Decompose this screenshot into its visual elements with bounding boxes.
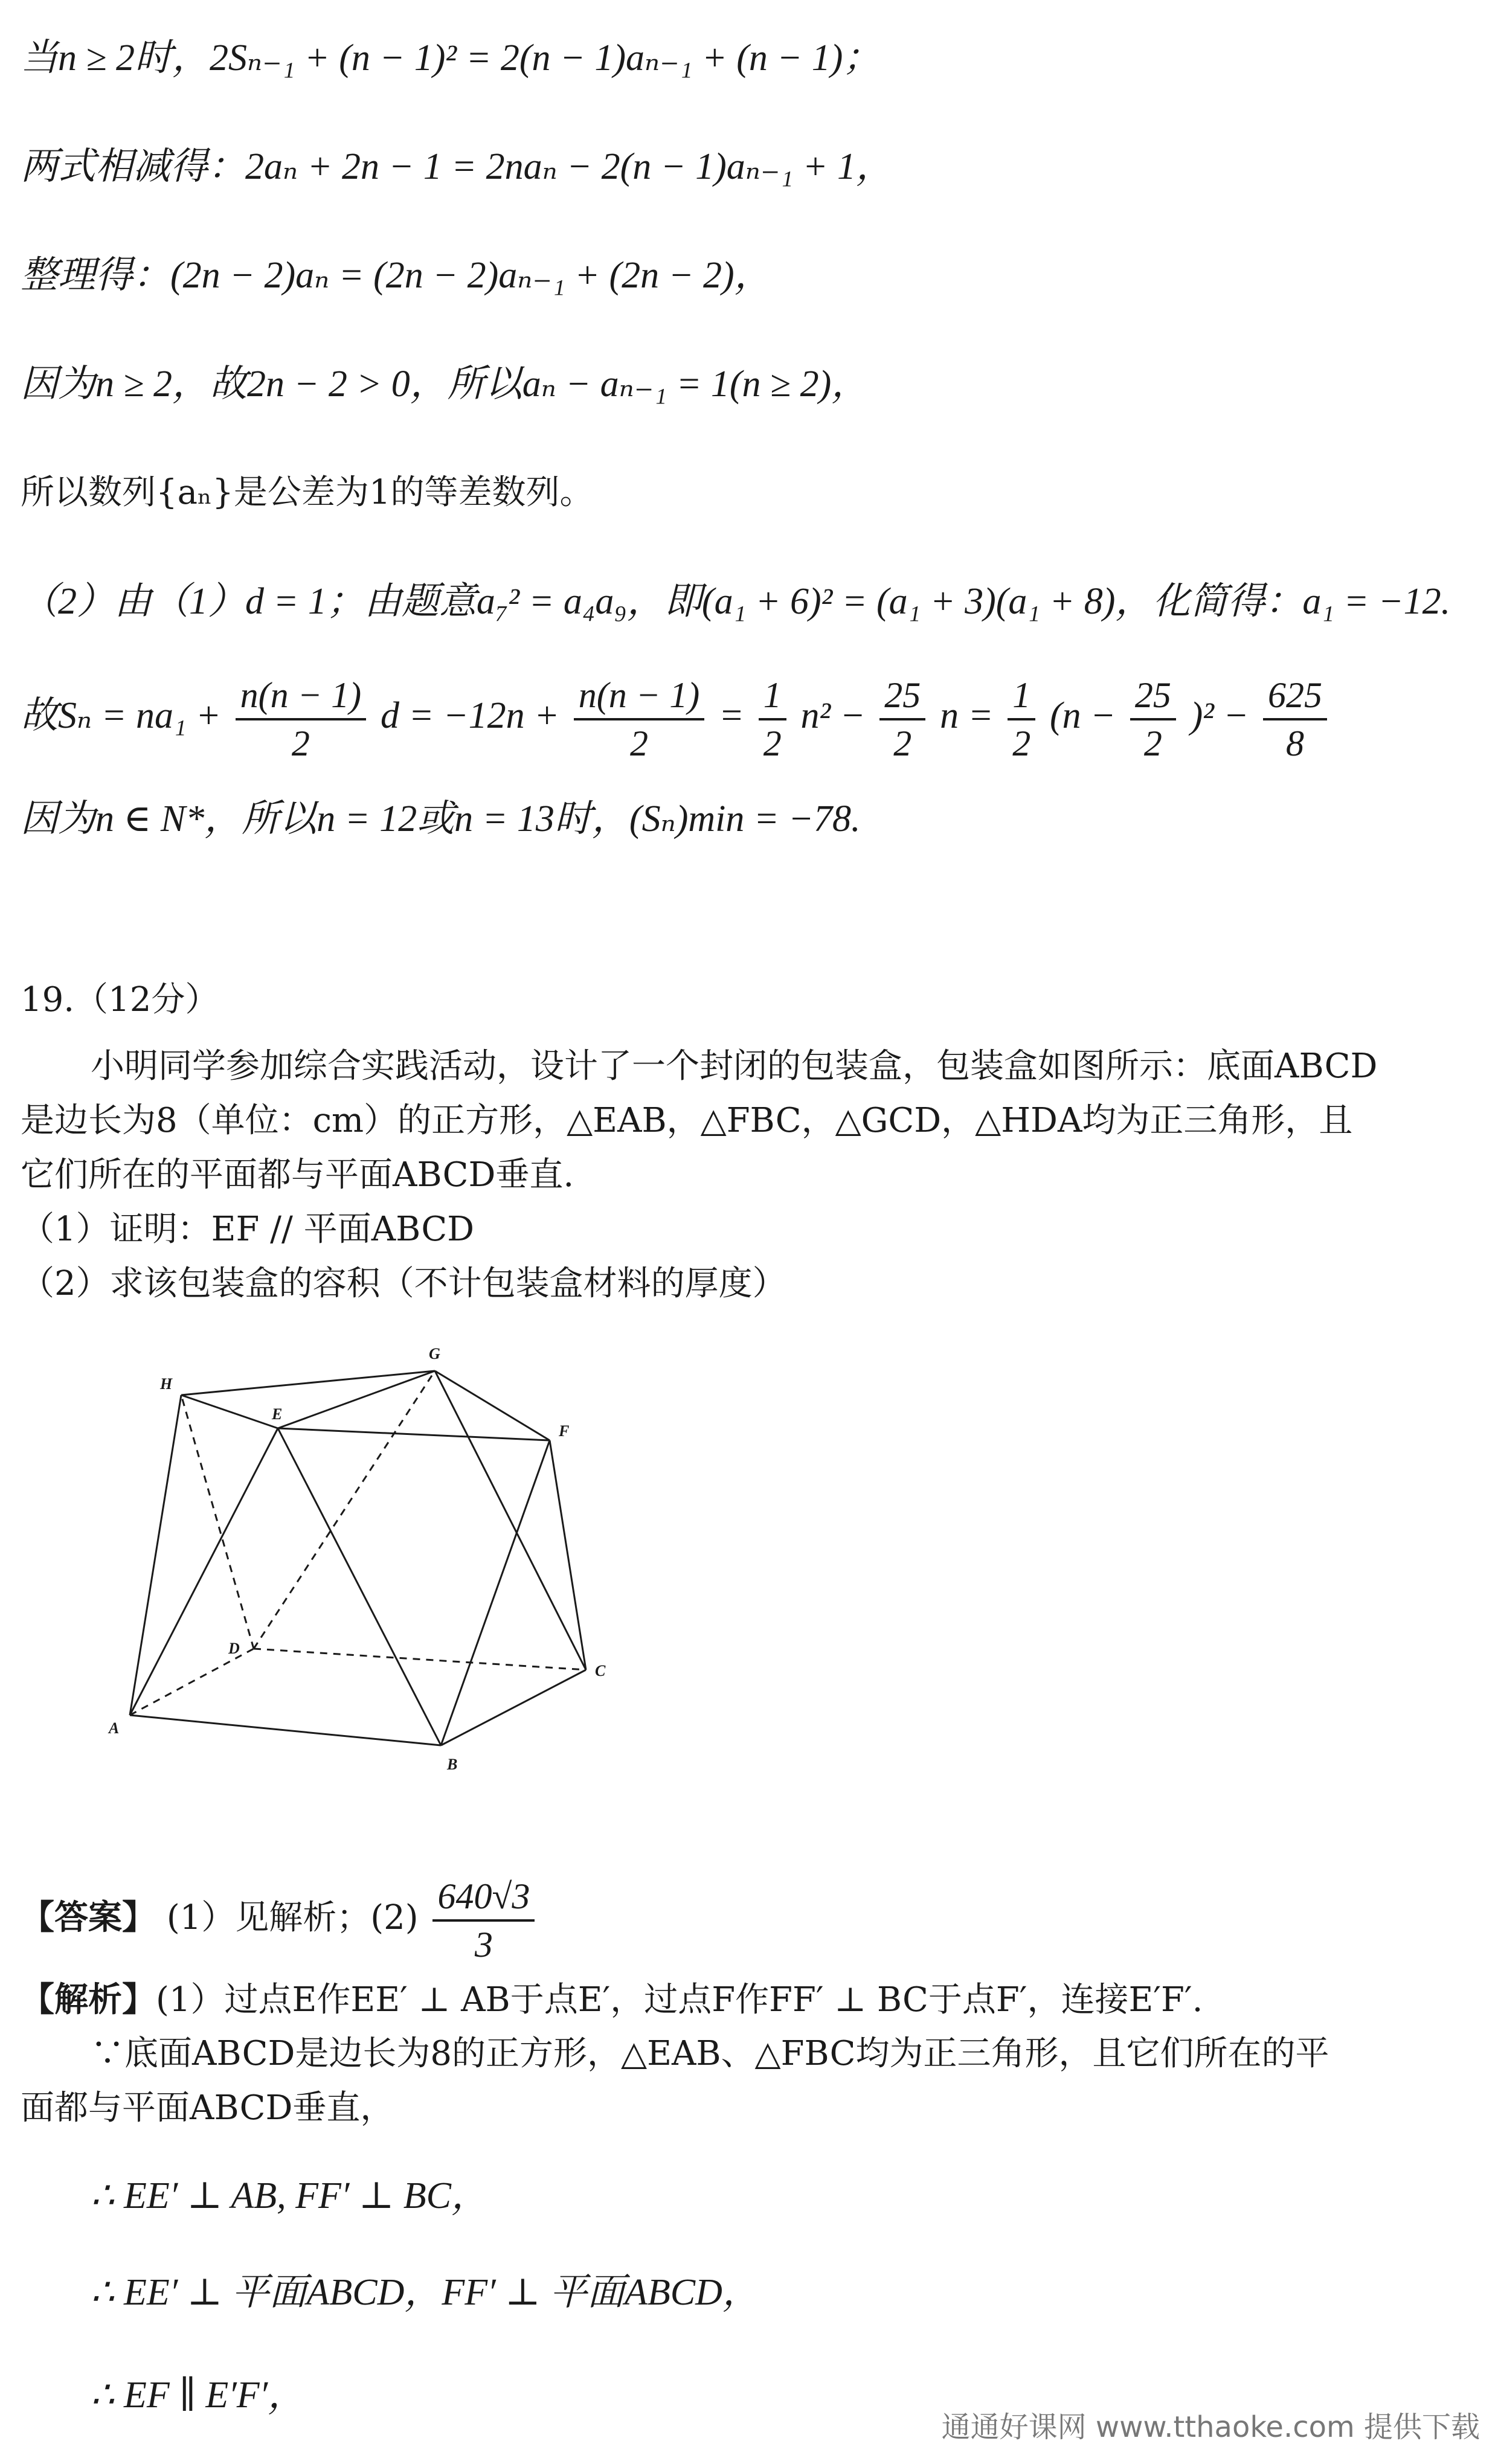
label-e: E [272,1405,283,1423]
line-1: 当n ≥ 2时，2Sₙ₋₁ + (n − 1)² = 2(n − 1)aₙ₋₁ + (n − 1)； [21,37,881,79]
sub-question-1: （1）证明：EF // 平面ABCD [21,1210,475,1249]
question-paragraph-1: 小明同学参加综合实践活动，设计了一个封闭的包装盒，包装盒如图所示：底面ABCD [91,1047,1378,1086]
label-h: H [160,1375,173,1393]
line-2: 两式相减得：2aₙ + 2n − 1 = 2naₙ − 2(n − 1)aₙ₋₁ + 1， [21,146,893,187]
label-f: F [559,1422,570,1440]
analysis-line-6: ∴ EF ∥ E′F′， [91,2375,306,2416]
label-g: G [429,1345,440,1362]
answer-line: 【答案】 (1）见解析；(2) $\frac{640√3}{3}$ [21,1869,538,1968]
line-4: 因为n ≥ 2，故2n − 2 > 0，所以aₙ − aₙ₋₁ = 1(n ≥ 2)， [21,364,869,405]
analysis-line-2: ∵底面ABCD是边长为8的正方形，△EAB、△FBC均为正三角形，且它们所在的平 [91,2034,1329,2073]
label-d: D [228,1640,240,1657]
fraction-6: $\frac{25}{2}$ [1130,672,1176,766]
question-paragraph-3: 它们所在的平面都与平面ABCD垂直. [21,1155,574,1195]
label-a: A [109,1719,120,1737]
sub-question-2: （2）求该包装盒的容积（不计包装盒材料的厚度） [21,1264,786,1303]
fraction-7: $\frac{625}{8}$ [1263,672,1327,766]
part2-line-3: 因为n ∈ N*，所以n = 12或n = 13时，(Sₙ)min = −78. [21,798,861,839]
footer-watermark: 通通好课网 www.tthaoke.com 提供下载 [941,2410,1480,2444]
part2-line-1: （2）由（1）d = 1；由题意a₇² = a₄a₉，即(a₁ + 6)² = (a₁ + 3)(a₁ + 8)，化简得：a₁ = −12. [21,581,1451,622]
answer-fraction: $\frac{640√3}{3}$ [432,1873,535,1968]
sum-formula-line: 故Sₙ = na₁ + $\frac{n(n - 1)}{2}$ d = −12n + $\frac{n(n - 1)}{2}$ = $\frac{1}{2}$ n² − $\frac{25}{2}$ n = $\frac{1}{2}$ (n − $\frac{25}{2}$ )² − $\frac{625}{8}$ [21,667,1331,766]
analysis-line-1: 【解析】(1）过点E作EE′ ⊥ AB于点E′，过点F作FF′ ⊥ BC于点F′，连接E′F′. [21,1980,1203,2020]
line-5: 所以数列{aₙ}是公差为1的等差数列。 [21,473,594,512]
question-paragraph-2: 是边长为8（单位：cm）的正方形，△EAB，△FBC，△GCD，△HDA均为正三角形，且 [21,1101,1353,1140]
fraction-2: $\frac{n(n - 1)}{2}$ [574,672,704,766]
fraction-5: $\frac{1}{2}$ [1008,672,1035,766]
fraction-4: $\frac{25}{2}$ [879,672,925,766]
analysis-line-3: 面都与平面ABCD垂直， [21,2088,394,2128]
analysis-line-5: ∴ EE′ ⊥ 平面ABCD，FF′ ⊥ 平面ABCD， [91,2272,760,2313]
question-header: 19.（12分） [21,980,219,1019]
line-3: 整理得：(2n − 2)aₙ = (2n − 2)aₙ₋₁ + (2n − 2)， [21,255,772,296]
label-b: B [447,1756,458,1773]
analysis-line-4: ∴ EE′ ⊥ AB, FF′ ⊥ BC， [91,2175,489,2216]
fraction-3: $\frac{1}{2}$ [759,672,786,766]
packaging-box-diagram [97,1329,677,1788]
fraction-1: $\frac{n(n - 1)}{2}$ [236,672,366,766]
label-c: C [595,1662,606,1680]
